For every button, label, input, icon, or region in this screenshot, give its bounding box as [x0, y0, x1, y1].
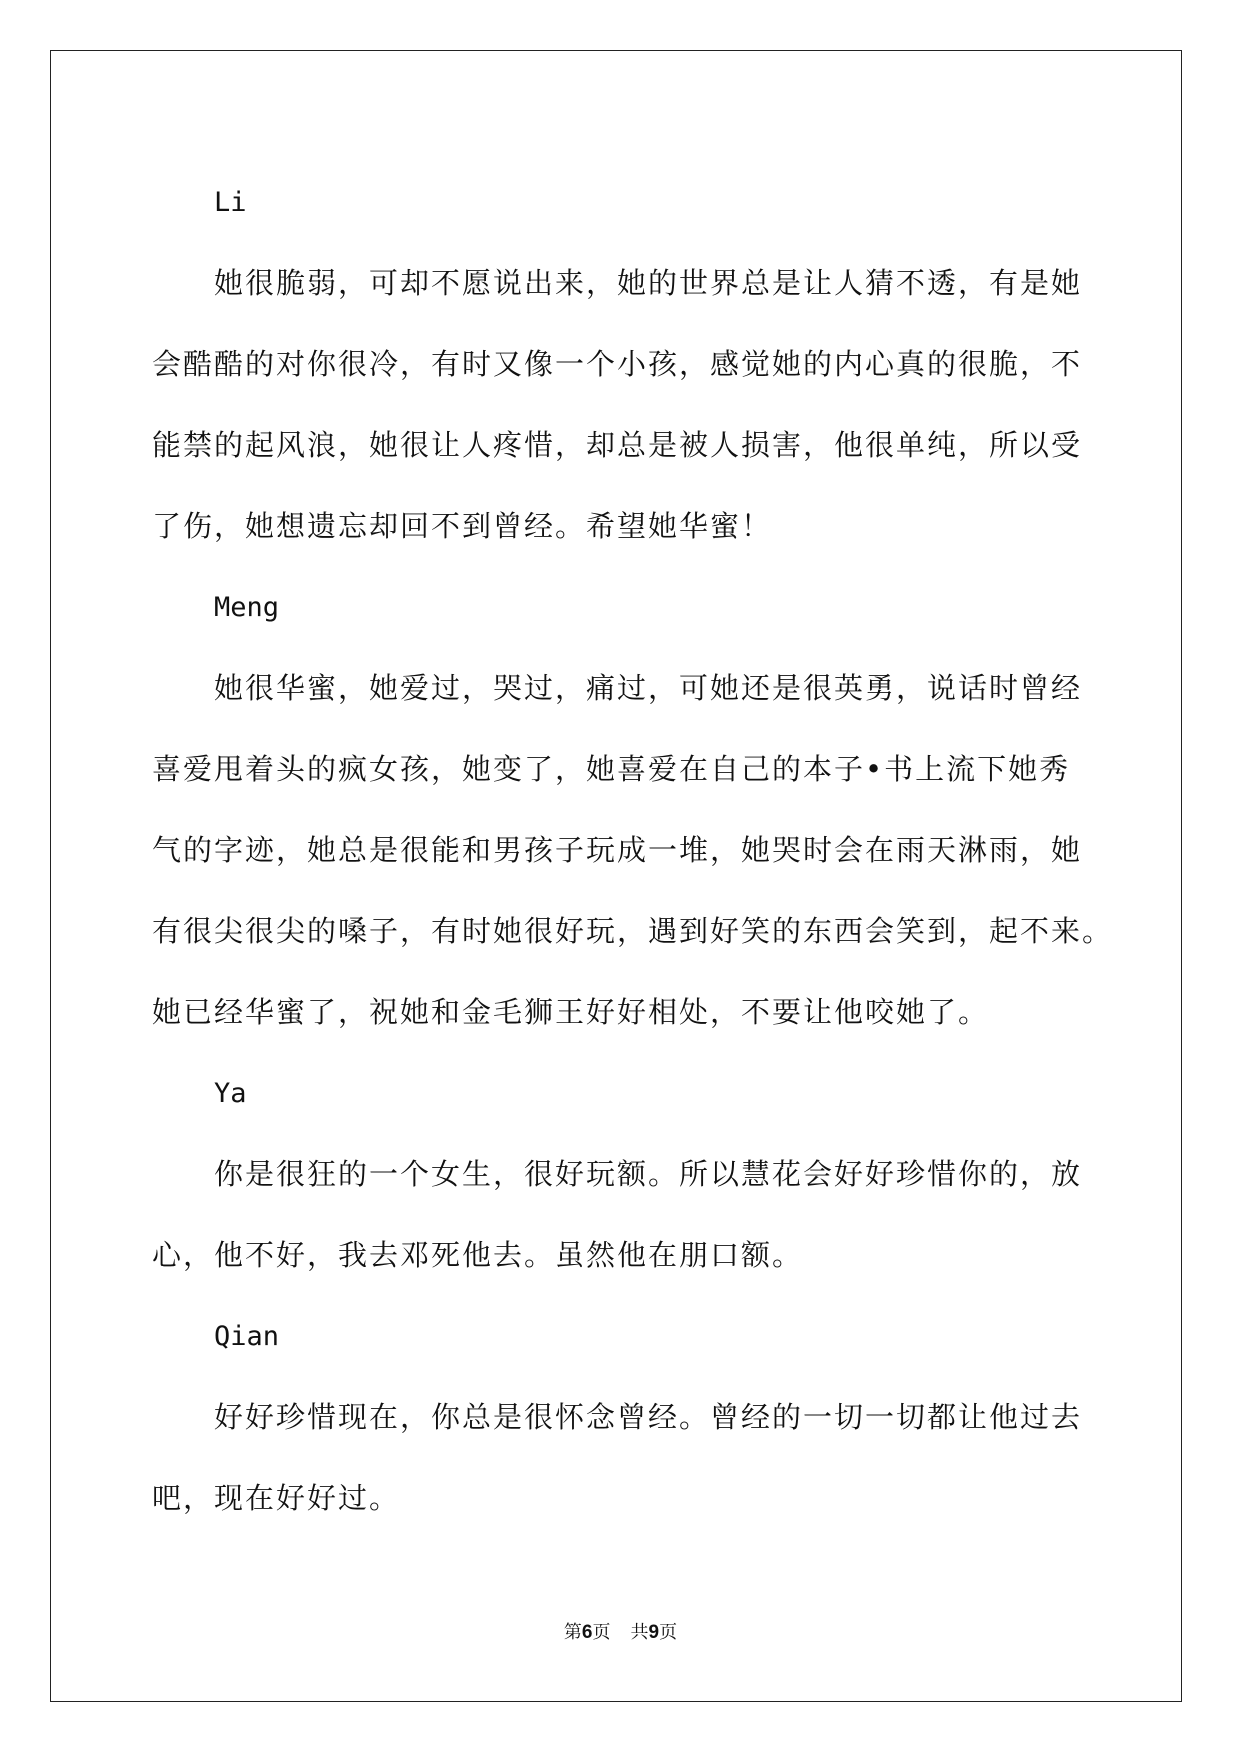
document-body — [152, 162, 1114, 1539]
footer-page-total: 9 — [648, 1622, 660, 1643]
paragraph-line: 她很华蜜，她爱过，哭过，痛过，可她还是很英勇，说话时曾经 — [214, 671, 1083, 705]
footer-total-unit: 页 — [659, 1622, 678, 1643]
section-name-qian: Qian — [214, 1321, 280, 1352]
paragraph-line: 吧，现在好好过。 — [152, 1481, 401, 1515]
section-name-li: Li — [214, 187, 247, 218]
footer-page-prefix: 第 — [563, 1622, 582, 1643]
section-name-meng: Meng — [214, 592, 280, 623]
paragraph-line: 你是很狂的一个女生，很好玩额。所以慧花会好好珍惜你的，放 — [214, 1157, 1083, 1191]
footer-page-current: 6 — [581, 1622, 593, 1643]
page-footer — [0, 1618, 1241, 1644]
paragraph-line: 会酷酷的对你很冷，有时又像一个小孩，感觉她的内心真的很脆，不 — [152, 347, 1083, 381]
paragraph-line: 了伤，她想遗忘却回不到曾经。希望她华蜜！ — [152, 509, 773, 543]
footer-total-prefix: 共 — [630, 1622, 649, 1643]
paragraph-line: 心，他不好，我去邓死他去。虽然他在朋口额。 — [152, 1238, 804, 1272]
paragraph-line: 有很尖很尖的嗓子，有时她很好玩，遇到好笑的东西会笑到，起不来。 — [152, 914, 1114, 948]
paragraph-line: 她很脆弱，可却不愿说出来，她的世界总是让人猜不透，有是她 — [214, 266, 1083, 300]
section-name-ya: Ya — [214, 1078, 247, 1109]
paragraph-line: 能禁的起风浪，她很让人疼惜，却总是被人损害，他很单纯，所以受 — [152, 428, 1083, 462]
paragraph-line: 喜爱甩着头的疯女孩，她变了，她喜爱在自己的本子•书上流下她秀 — [152, 752, 1071, 786]
footer-page-unit: 页 — [592, 1622, 611, 1643]
paragraph-line: 气的字迹，她总是很能和男孩子玩成一堆，她哭时会在雨天淋雨，她 — [152, 833, 1083, 867]
paragraph-line: 她已经华蜜了，祝她和金毛狮王好好相处，不要让他咬她了。 — [152, 995, 990, 1029]
paragraph-line: 好好珍惜现在，你总是很怀念曾经。曾经的一切一切都让他过去 — [214, 1400, 1083, 1434]
